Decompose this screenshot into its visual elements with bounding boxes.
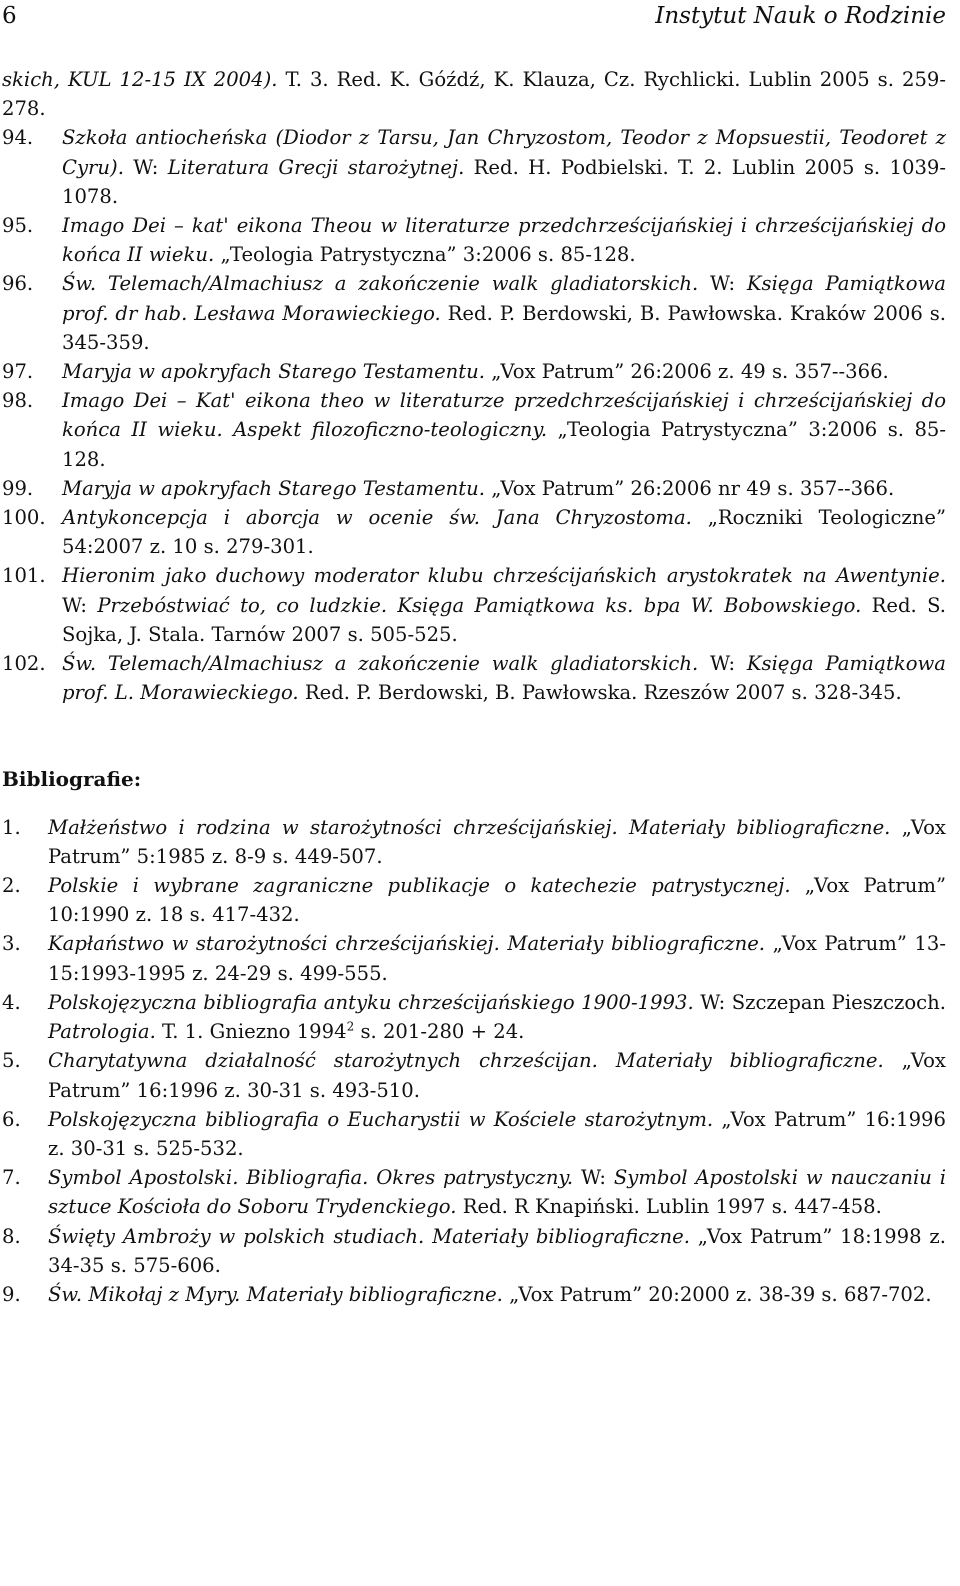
list-item (2, 1163, 946, 1221)
entry-details: „Roczniki Teologiczne” 54:2007 z. 10 s. 279-301. (62, 506, 946, 559)
entry-title: Symbol Apostolski. Bibliografia. Okres patrystyczny. (48, 1166, 574, 1190)
entry-details: W: Szczepan Pieszczoch. (693, 990, 946, 1014)
entry-title: Antykoncepcja i aborcja w ocenie św. Jana Chryzostoma. (62, 506, 692, 530)
entry-details: „Vox Patrum” 16:1996 z. 30-31 s. 493-510. (48, 1049, 946, 1102)
entry-text (62, 269, 946, 357)
entry-details: „Vox Patrum” 26:2006 nr 49 s. 357--366. (485, 476, 895, 500)
entry-number: 99. (2, 476, 34, 500)
entry-number: 95. (2, 214, 34, 238)
entry-details: „Vox Patrum” 5:1985 z. 8-9 s. 449-507. (48, 815, 946, 868)
page-content (2, 65, 946, 1309)
running-head: Instytut Nauk o Rodzinie (655, 3, 946, 29)
page-number: 6 (2, 3, 17, 29)
list-item (2, 474, 946, 503)
entry-title: Święty Ambroży w polskich studiach. Materiały bibliograficzne. (48, 1224, 690, 1248)
entry-source-details: Red. R Knapiński. Lublin 1997 s. 447-458. (456, 1195, 882, 1219)
entry-details: W: (698, 272, 747, 296)
entry-number: 8. (2, 1224, 21, 1248)
entry-title: skich, KUL 12-15 IX 2004). (2, 68, 278, 91)
list-item (2, 929, 946, 987)
entry-text (62, 649, 946, 707)
entry-number: 9. (2, 1282, 21, 1306)
entry-title: Polskojęzyczna bibliografia antyku chrześcijańskiego 1900-1993. (48, 990, 694, 1014)
entry-source-details: Red. H. Podbielski. T. 2. Lublin 2005 s. 1039-1078. (62, 155, 946, 208)
entry-text (48, 871, 946, 929)
bibliography-list (2, 813, 946, 1309)
publication-list (2, 123, 946, 707)
entry-title: Kapłaństwo w starożytności chrześcijańskiej. Materiały bibliograficzne. (48, 932, 766, 956)
entry-number: 101. (2, 564, 46, 588)
entry-details: W: (698, 652, 747, 676)
list-item (2, 561, 946, 649)
entry-text (48, 929, 946, 987)
entry-text (2, 65, 946, 123)
entry-title: Maryja w apokryfach Starego Testamentu. (62, 360, 486, 384)
entry-text (62, 474, 946, 503)
list-item (2, 123, 946, 211)
entry-text (62, 211, 946, 269)
entry-source-title: Księga Pamiątkowa prof. dr hab. Lesława Morawieckiego. (62, 272, 946, 325)
entry-number: 5. (2, 1049, 21, 1073)
entry-title: Maryja w apokryfach Starego Testamentu. (62, 476, 486, 500)
entry-number: 6. (2, 1107, 21, 1131)
entry-source-title: Przebóstwiać to, co ludzkie. Księga Pamiątkowa ks. bpa W. Bobowskiego. (97, 593, 862, 617)
entry-number: 4. (2, 990, 21, 1014)
list-item (2, 1046, 946, 1104)
entry-source-title: Symbol Apostolski w nauczaniu i sztuce Kościoła do Soboru Trydenckiego. (48, 1166, 946, 1219)
entry-details: „Vox Patrum” 20:2000 z. 38-39 s. 687-702. (502, 1282, 932, 1306)
entry-number: 98. (2, 389, 34, 413)
entry-text (48, 1105, 946, 1163)
entry-title: Hieronim jako duchowy moderator klubu chrześcijańskich arystokratek na Awentynie. (62, 564, 946, 588)
entry-text (48, 813, 946, 871)
entry-number: 102. (2, 652, 46, 676)
entry-details: W: (573, 1166, 614, 1190)
entry-text (48, 1222, 946, 1280)
entry-source-title: Patrologia. (48, 1020, 156, 1044)
entry-title: Św. Telemach/Almachiusz a zakończenie walk gladiatorskich. (62, 272, 699, 296)
entry-title: Charytatywna działalność starożytnych chrześcijan. Materiały bibliograficzne. (48, 1049, 884, 1073)
entry-number: 96. (2, 272, 34, 296)
entry-title: Małżeństwo i rodzina w starożytności chrześcijańskiej. Materiały bibliograficzne. (48, 815, 891, 839)
entry-details: „Vox Patrum” 16:1996 z. 30-31 s. 525-532. (48, 1107, 946, 1160)
entry-number: 100. (2, 506, 46, 530)
entry-source-details: Red. P. Berdowski, B. Pawłowska. Kraków 2006 s. 345-359. (62, 301, 946, 354)
entry-title: Imago Dei – Kat' eikona theo w literaturze przedchrześcijańskiej i chrześcijańskiej do końca II wieku. Aspekt filozoficzno-teologiczny. (62, 389, 946, 442)
page-header (2, 0, 946, 32)
list-item (2, 988, 946, 1046)
entry-source-details: Red. P. Berdowski, B. Pawłowska. Rzeszów 2007 s. 328-345. (298, 681, 902, 705)
entry-title: Polskojęzyczna bibliografia o Eucharystii w Kościele starożytnym. (48, 1107, 714, 1131)
entry-details: W: (123, 155, 168, 179)
section-title-bibliografie: Bibliografie: (2, 767, 142, 792)
entry-text (62, 357, 946, 386)
entry-source-details: Red. S. Sojka, J. Stala. Tarnów 2007 s. 505-525. (62, 593, 947, 646)
list-item (2, 211, 946, 269)
entry-title: Polskie i wybrane zagraniczne publikacje o katechezie patrystycznej. (48, 874, 791, 898)
entry-source-title: Literatura Grecji starożytnej. (167, 155, 465, 179)
entry-pages: s. 201-280 + 24. (354, 1020, 525, 1044)
entry-number: 3. (2, 932, 21, 956)
entry-details: T. 3. Red. K. Góźdź, K. Klauza, Cz. Rychlicki. Lublin 2005 s. 259-278. (2, 68, 946, 121)
entry-text (62, 561, 946, 649)
entry-title: Imago Dei – kat' eikona Theou w literaturze przedchrześcijańskiej i chrześcijańskiej do końca II wieku. (62, 214, 946, 267)
entry-title: Św. Mikołaj z Myry. Materiały bibliograficzne. (48, 1282, 503, 1306)
entry-number: 94. (2, 126, 34, 150)
entry-text (62, 386, 946, 474)
entry-title: Szkoła antiocheńska (Diodor z Tarsu, Jan Chryzostom, Teodor z Mopsuestii, Teodoret z Cyru). (62, 126, 946, 179)
edition-superscript: 2 (346, 1019, 355, 1034)
entry-text (48, 1280, 946, 1309)
list-item (2, 1280, 946, 1309)
list-item (2, 357, 946, 386)
entry-text (48, 988, 946, 1046)
entry-details: „Teologia Patrystyczna” 3:2006 s. 85-128. (214, 243, 636, 267)
list-item (2, 269, 946, 357)
list-item (2, 871, 946, 929)
continued-entry (2, 65, 946, 123)
list-item (2, 1105, 946, 1163)
entry-text (62, 123, 946, 211)
entry-details: „Vox Patrum” 13-15:1993-1995 z. 24-29 s. 499-555. (48, 932, 946, 985)
entry-number: 1. (2, 815, 21, 839)
list-item (2, 813, 946, 871)
entry-source-title: Księga Pamiątkowa prof. L. Morawieckiego. (62, 652, 946, 705)
list-item (2, 386, 946, 474)
entry-details: „Vox Patrum” 10:1990 z. 18 s. 417-432. (48, 874, 946, 927)
list-item (2, 1222, 946, 1280)
entry-details: „Vox Patrum” 26:2006 z. 49 s. 357--366. (485, 360, 889, 384)
entry-text (48, 1046, 946, 1104)
entry-number: 2. (2, 874, 21, 898)
entry-source-details: T. 1. Gniezno 1994 (155, 1020, 347, 1044)
entry-details: „Vox Patrum” 18:1998 z. 34-35 s. 575-606. (48, 1224, 946, 1277)
entry-details: „Teologia Patrystyczna” 3:2006 s. 85-128. (62, 418, 946, 471)
entry-number: 7. (2, 1166, 21, 1190)
entry-details: W: (62, 593, 98, 617)
list-item (2, 503, 946, 561)
entry-text (62, 503, 946, 561)
entry-title: Św. Telemach/Almachiusz a zakończenie walk gladiatorskich. (62, 652, 699, 676)
entry-text (48, 1163, 946, 1221)
list-item (2, 649, 946, 707)
entry-number: 97. (2, 360, 34, 384)
